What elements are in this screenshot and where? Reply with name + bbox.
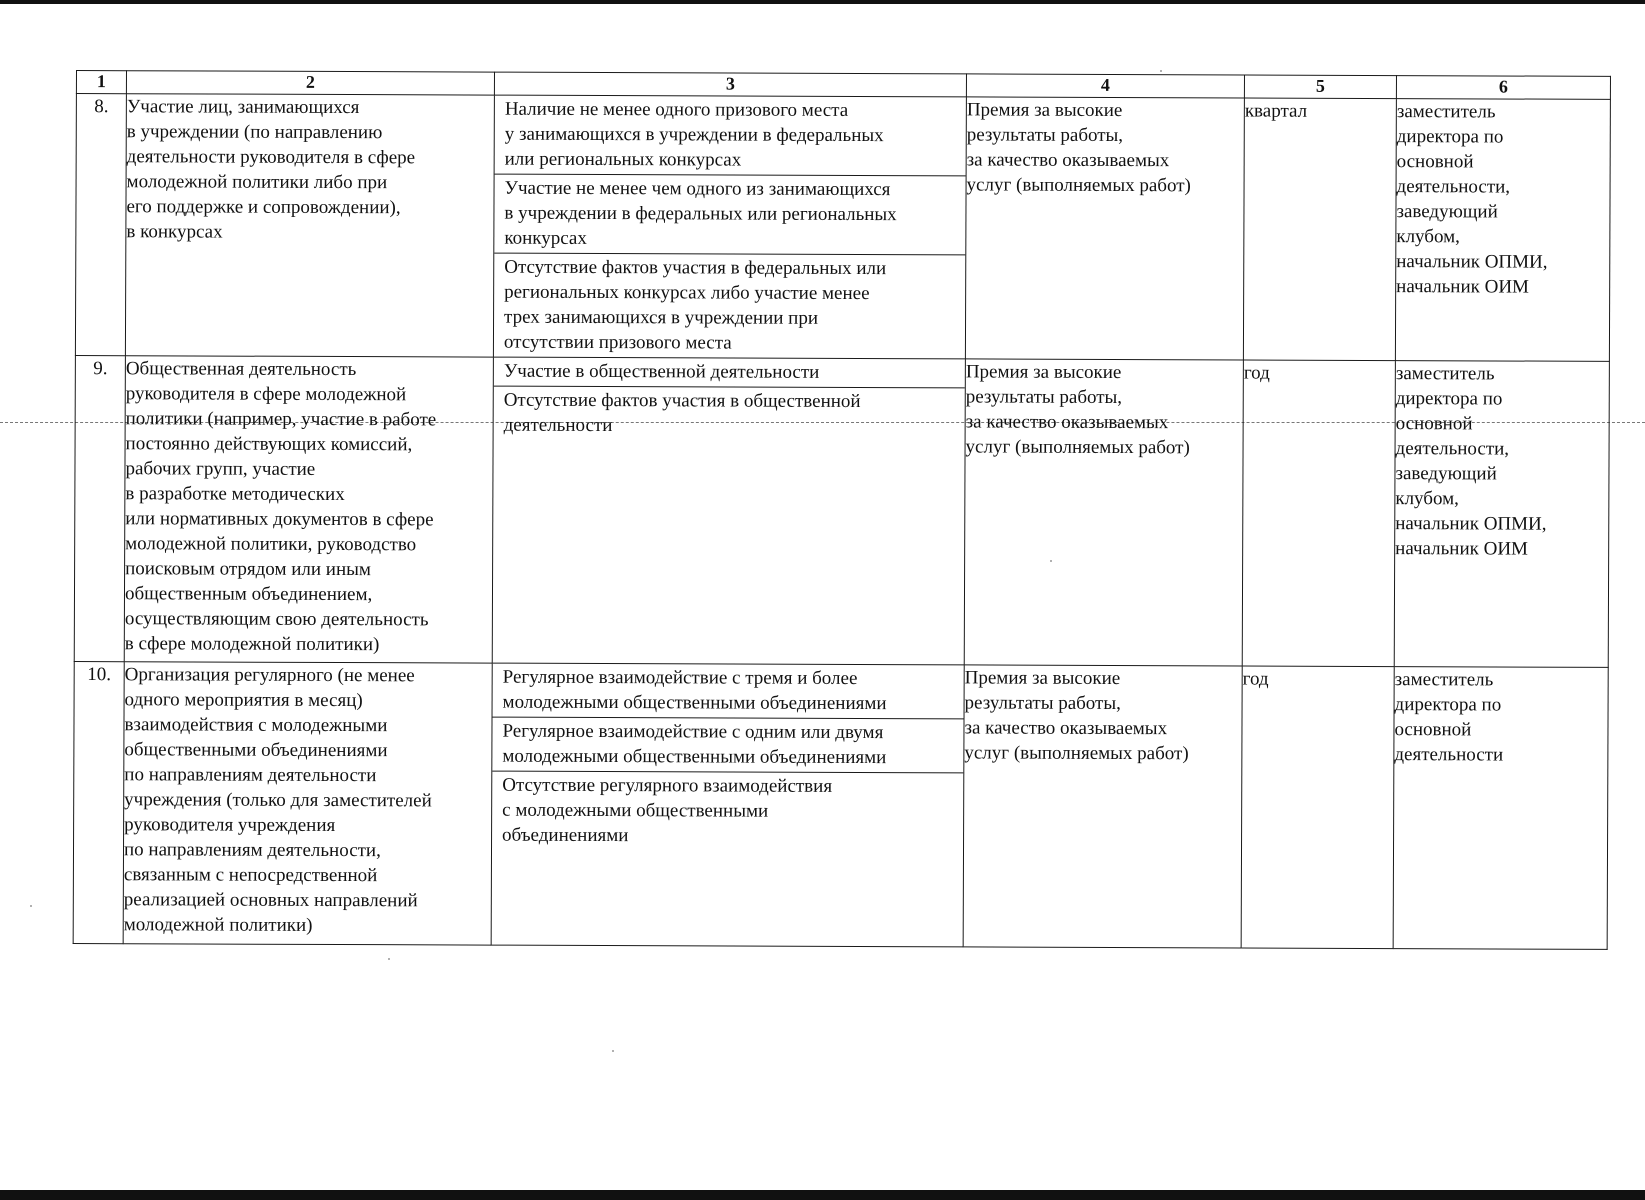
criteria-list [494,358,965,442]
indicator-cell: Участие лиц, занимающихся в учреждении (по направлению деятельности руководителя в сфере молодежной политики либо при его поддержке и сопровождении), в конкурсах [125,94,494,357]
payment-type-cell: Премия за высокие результаты работы, за качество оказываемых услуг (выполняемых работ) [963,665,1242,948]
criterion-item: Отсутствие фактов участия в общественной деятельности [503,389,861,437]
criteria-list [492,664,964,852]
row-number: 10. [73,661,124,943]
indicator-cell: Организация регулярного (не менее одного мероприятия в месяц) взаимодействия с молодежными общественными объединениями по направлениям деятельности учреждения (только для заместителей руководителя учреждения по направлениям деятельности, связанным с непосредственной реализацией основных направлений молодежной политики) [123,662,492,945]
column-number: 6 [1396,76,1610,100]
column-number: 3 [494,72,966,97]
criterion-item: Участие не менее чем одного из занимающихся в учреждении в федеральных или региональных конкурсах [494,174,965,255]
row-number: 9. [74,355,125,661]
criteria-list [494,96,966,359]
criteria-table [73,70,1611,950]
criterion-item: Регулярное взаимодействие с одним или двумя молодежными общественными объединениями [492,717,963,773]
criteria-cell [493,95,966,359]
payment-type-cell: Премия за высокие результаты работы, за качество оказываемых услуг (выполняемых работ) [965,97,1244,360]
table-row [73,661,1608,949]
payment-type-cell: Премия за высокие результаты работы, за качество оказываемых услуг (выполняемых работ) [964,359,1243,666]
criterion-item: Регулярное взаимодействие с тремя и более молодежными общественными объединениями [493,664,964,719]
indicator-cell: Общественная деятельность руководителя в сфере молодежной политики (например, участие в работе постоянно действующих комиссий, рабочих групп, участие в разработке методических или нормативных документов в сфере молодежной политики, руководство поисковым отрядом или иным общественным объединением, осуществляющим свою деятельность в сфере молодежной политики) [124,356,493,663]
criterion-item: Наличие не менее одного призового места у занимающихся в учреждении в федеральных или региональных конкурсах [495,96,966,176]
criteria-cell [491,663,964,947]
column-number: 1 [76,71,126,94]
scan-speck [30,905,32,907]
responsible-cell: заместитель директора по основной деятельности [1393,667,1608,950]
scan-speck [388,958,390,960]
criterion-item: Участие в общественной деятельности [494,358,965,388]
responsible-cell: заместитель директора по основной деятельности, заведующий клубом, начальник ОПМИ, начальник ОИМ [1394,361,1609,668]
column-number: 4 [966,74,1244,98]
criterion-item: Отсутствие фактов участия в федеральных или региональных конкурсах либо участие менее трех занимающихся в учреждении при отсутствии призового места [503,256,887,354]
column-number: 2 [126,71,494,95]
scan-speck [612,1050,614,1052]
period-cell: квартал [1243,98,1396,361]
scan-speck [1160,70,1162,72]
scan-top-edge [0,0,1645,4]
criteria-cell [492,357,965,665]
scan-speck [1050,560,1052,562]
criterion-item: Отсутствие регулярного взаимодействия с молодежными общественными объединениями [502,774,833,847]
period-cell: год [1241,666,1394,949]
period-cell: год [1242,360,1395,667]
responsible-cell: заместитель директора по основной деятельности, заведующий клубом, начальник ОПМИ, начальник ОИМ [1395,99,1610,362]
table-row [74,355,1609,667]
table-row [75,94,1610,362]
column-number: 5 [1244,75,1396,99]
scan-bottom-edge [0,1190,1645,1200]
row-number: 8. [75,94,126,356]
